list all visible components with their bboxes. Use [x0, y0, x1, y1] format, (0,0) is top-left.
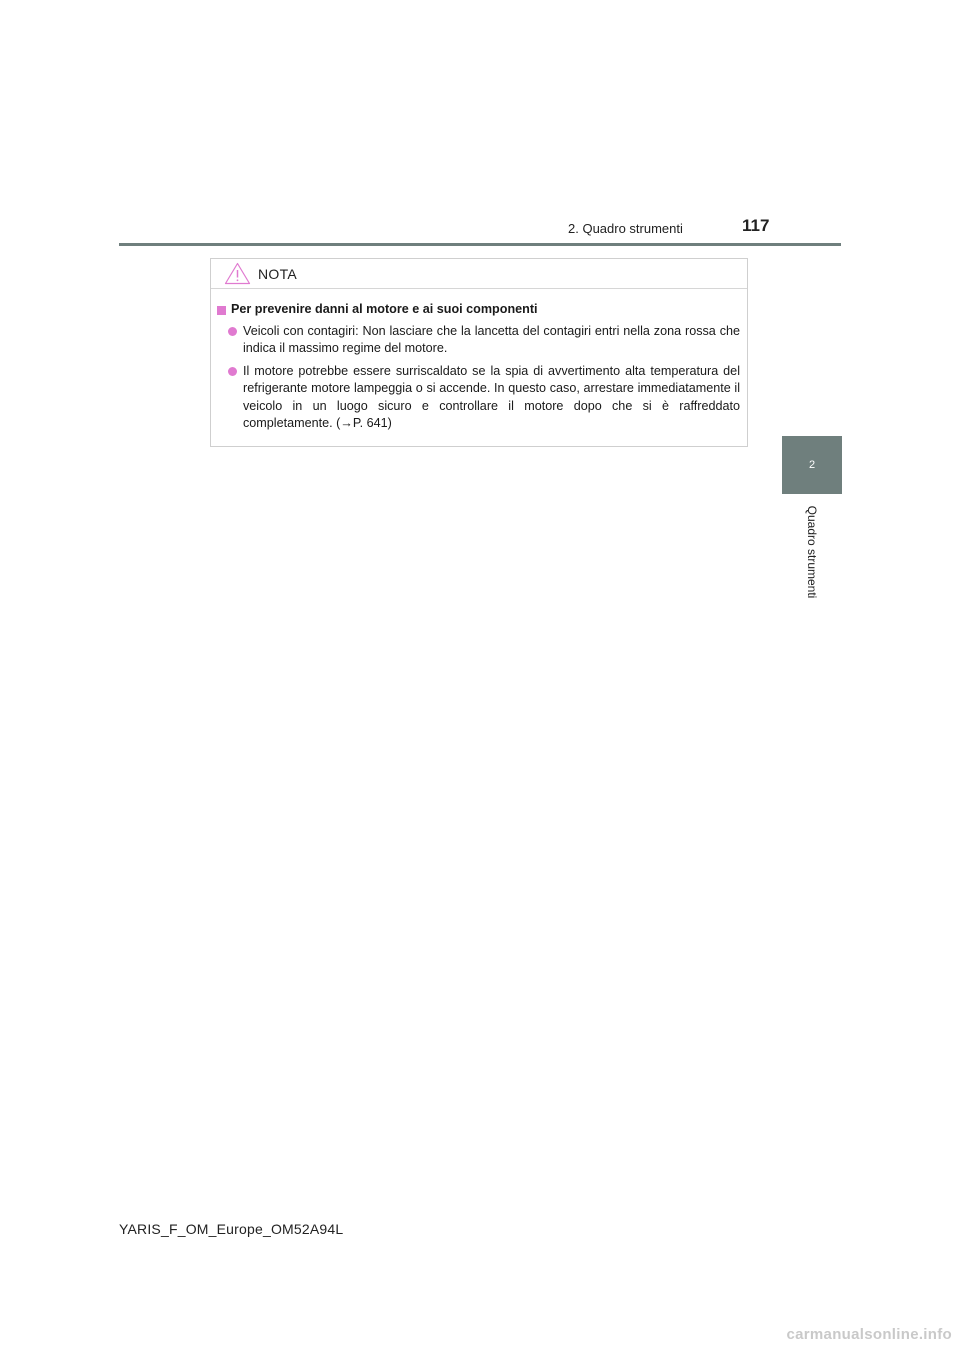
chapter-label: Quadro strumenti [805, 505, 819, 599]
list-item-text: Il motore potrebbe essere surriscaldato se la spia di avvertimento alta temperatura del refrigerante motore lampeggia o si accende. In questo caso, arrestare immediatamente il veicolo in un luogo sicuro e controllare il motore dopo che si è raffreddato completamente. (→P. 641) [243, 363, 740, 430]
section-title: 2. Quadro strumenti [568, 221, 683, 236]
chapter-tab [782, 436, 842, 494]
notice-title: NOTA [258, 265, 298, 282]
circle-bullet-icon [228, 327, 237, 336]
square-bullet-icon [217, 306, 226, 315]
list-item [217, 363, 740, 433]
chapter-number: 2 [808, 459, 816, 471]
notice-box [210, 258, 748, 447]
notice-topic [217, 301, 740, 319]
watermark: carmanualsonline.info [786, 1326, 952, 1343]
page-number: 117 [742, 216, 770, 235]
document-code: YARIS_F_OM_Europe_OM52A94L [119, 1221, 344, 1237]
notice-body [211, 289, 747, 433]
list-item [217, 323, 740, 358]
header-rule [119, 243, 841, 246]
warning-triangle-icon [224, 262, 251, 285]
notice-header [211, 259, 747, 289]
list-item-text: Veicoli con contagiri: Non lasciare che la lancetta del contagiri entri nella zona rossa che indica il massimo regime del motore. [243, 323, 740, 355]
notice-topic-text: Per prevenire danni al motore e ai suoi componenti [231, 302, 538, 316]
circle-bullet-icon [228, 367, 237, 376]
